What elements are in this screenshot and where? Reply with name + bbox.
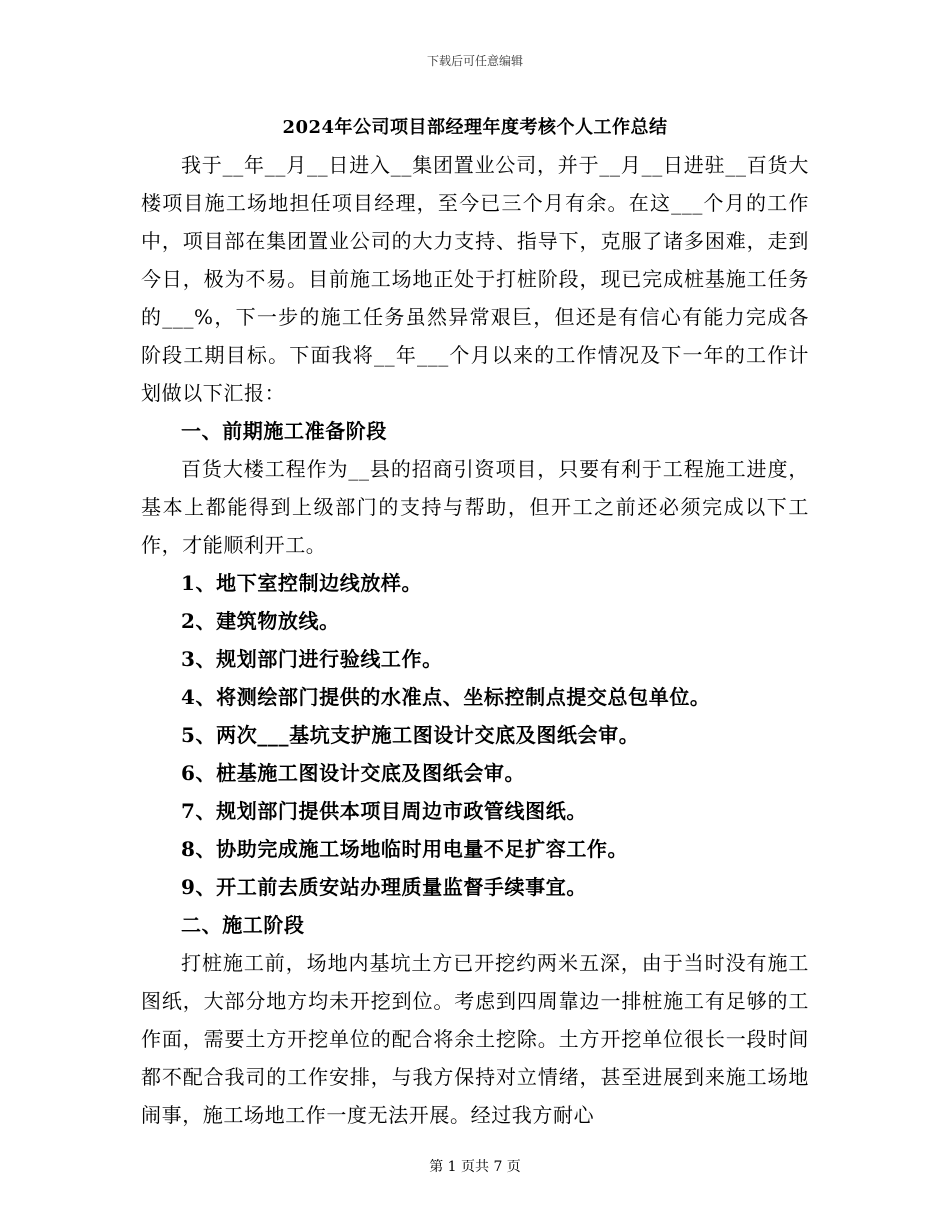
list-item: 3、规划部门进行验线工作。 [181,647,443,671]
list-item: 5、两次___基坑支护施工图设计交底及图纸会审。 [181,723,640,747]
section-heading-construction: 二、施工阶段 [181,913,305,937]
list-item: 4、将测绘部门提供的水准点、坐标控制点提交总包单位。 [181,685,711,709]
section1-paragraph: 百货大楼工程作为__县的招商引资项目，只要有利于工程施工进度，基本上都能得到上级部门的支持与帮助，但开工之前还必须完成以下工作，才能顺利开工。 [141,457,809,557]
intro-paragraph: 我于__年__月__日进入__集团置业公司，并于__月__日进驻__百货大楼项目施工场地担任项目经理，至今已三个月有余。在这___个月的工作中，项目部在集团置业公司的大力支持、指导下，克服了诸多困难，走到今日，极为不易。目前施工场地正处于打桩阶段，现已完成桩基施工任务的___%，下一步的施工任务虽然异常艰巨，但还是有信心有能力完成各阶段工期目标。下面我将__年___个月以来的工作情况及下一年的工作计划做以下汇报： [141,153,809,405]
document-title: 2024年公司项目部经理年度考核个人工作总结 [282,117,668,138]
page-header: 下载后可任意编辑 [426,54,523,68]
list-item: 7、规划部门提供本项目周边市政管线图纸。 [181,799,587,823]
document-body [141,110,809,1134]
list-item: 6、桩基施工图设计交底及图纸会审。 [181,761,526,785]
section2-paragraph: 打桩施工前，场地内基坑土方已开挖约两米五深，由于当时没有施工图纸，大部分地方均未开挖到位。考虑到四周靠边一排桩施工有足够的工作面，需要土方开挖单位的配合将余土挖除。土方开挖单位很长一段时间都不配合我司的工作安排，与我方保持对立情绪，甚至进展到来施工场地闹事，施工场地工作一度无法开展。经过我方耐心 [141,951,809,1127]
page-number: 第 1 页共 7 页 [429,1159,521,1175]
list-item: 9、开工前去质安站办理质量监督手续事宜。 [181,875,587,899]
list-item: 2、建筑物放线。 [181,609,340,633]
list-item: 1、地下室控制边线放样。 [181,571,423,595]
section-heading-preparation: 一、前期施工准备阶段 [181,419,387,443]
list-item: 8、协助完成施工场地临时用电量不足扩容工作。 [181,837,629,861]
